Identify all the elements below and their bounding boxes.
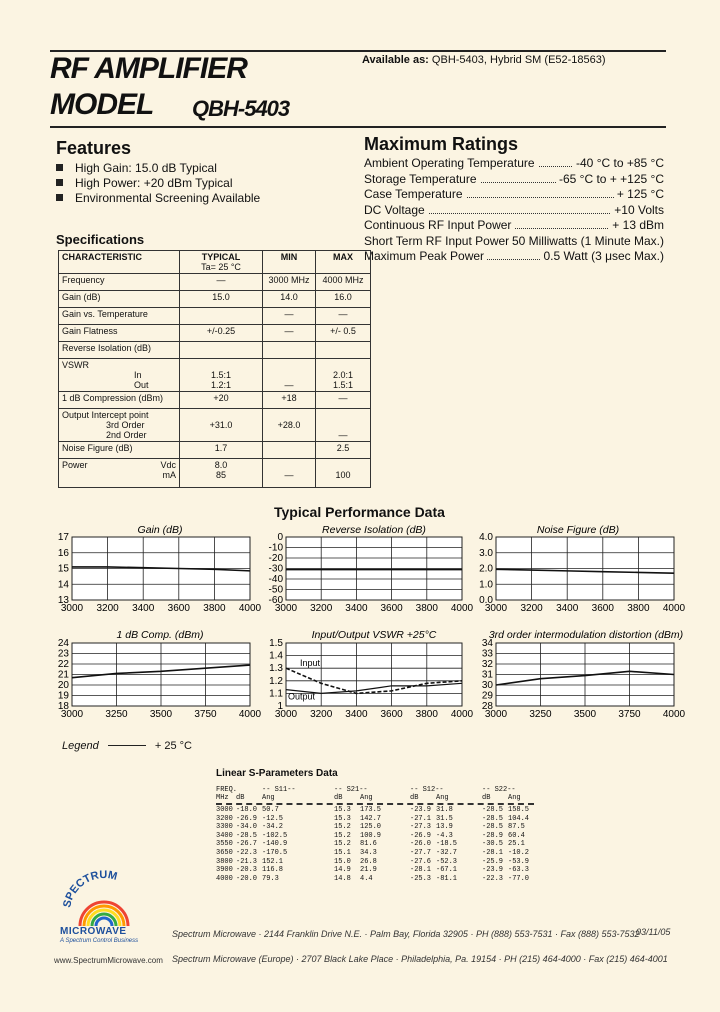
legend-value: + 25 °C <box>154 740 192 752</box>
chart-title: 1 dB Comp. (dBm) <box>116 629 204 641</box>
max-rating-value: +10 Volts <box>611 203 664 217</box>
sparam-cell: -28.1 <box>410 866 432 875</box>
chart-x-tick-label: 3000 <box>484 603 508 614</box>
chart-y-tick-label: -40 <box>268 574 283 585</box>
sparam-cell: 15.0 <box>334 857 351 866</box>
table-row: Gain Flatness +/-0.25 — +/- 0.5 <box>59 325 371 342</box>
chart-y-tick-label: -50 <box>268 584 283 596</box>
chart-x-tick-label: 3800 <box>203 603 226 614</box>
chart-y-tick-label: 21 <box>57 669 69 681</box>
max-rating-value: + 13 dBm <box>609 218 664 232</box>
chart-y-tick-label: 13 <box>57 595 69 606</box>
chart-y-tick-label: 18 <box>57 701 69 712</box>
sparams-heading: Linear S-Parameters Data <box>216 768 338 779</box>
sparam-col-header: -- S21-- <box>334 786 368 794</box>
sparam-cell: -26.9 <box>410 831 432 840</box>
sparam-sub-header: dB <box>236 794 245 802</box>
sparam-cell: 3800 <box>216 857 233 866</box>
chart-y-tick-label: 33 <box>481 648 493 660</box>
max-rating-value: -40 °C to +85 °C <box>573 156 664 170</box>
chart-x-tick-label: 3800 <box>415 709 438 720</box>
chart-y-tick-label: 19 <box>57 690 69 702</box>
chart-y-tick-label: 23 <box>57 648 69 660</box>
sparam-cell: -102.5 <box>262 831 288 840</box>
sparam-cell: 26.8 <box>360 857 377 866</box>
sparam-cell: 87.5 <box>508 823 525 832</box>
sparam-cell: -23.9 <box>410 806 432 814</box>
table-row: Gain vs. Temperature — — <box>59 308 371 325</box>
max-rating-label: DC Voltage <box>364 203 428 217</box>
sparam-cell: 81.6 <box>360 840 377 849</box>
chart-y-tick-label: 31 <box>481 669 493 681</box>
chart-x-tick-label: 3000 <box>60 603 84 614</box>
sparam-sub-header: dB <box>334 794 343 802</box>
sparam-sub-header: dB <box>482 794 491 802</box>
sparam-cell: -77.0 <box>508 874 530 883</box>
sparam-cell: -30.5 <box>482 840 504 849</box>
chart-x-tick-label: 3250 <box>105 709 128 720</box>
max-rating-label: Maximum Peak Power <box>364 249 487 263</box>
sparam-cell: -25.3 <box>410 874 432 883</box>
chart-y-tick-label: 1.4 <box>269 650 283 662</box>
sparam-cell: 15.2 <box>334 831 351 840</box>
table-row: Power Vdc mA 8.0 85 — 100 <box>59 459 371 488</box>
sparam-cell: -27.3 <box>410 823 432 832</box>
chart-y-tick-label: 32 <box>481 659 493 670</box>
logo-spectrum-text: SPECTRUM <box>61 868 119 909</box>
chart-x-tick-label: 4000 <box>662 603 686 614</box>
sparam-cell: 15.2 <box>334 840 351 849</box>
sparam-cell: -18.5 <box>436 840 458 849</box>
chart-y-tick-label: 14 <box>57 579 69 591</box>
sparam-cell: 173.5 <box>360 806 382 814</box>
chart-x-tick-label: 3000 <box>484 709 508 720</box>
sparam-cell: 142.7 <box>360 814 382 823</box>
chart-y-tick-label: 15 <box>57 563 69 575</box>
chart-y-tick-label: 1 <box>277 701 283 712</box>
legend-line-icon <box>108 745 146 746</box>
table-row: Frequency — 3000 MHz 4000 MHz <box>59 274 371 291</box>
feature-text: Environmental Screening Available <box>75 191 261 205</box>
logo-subtitle: A Spectrum Control Business <box>60 938 139 944</box>
sparam-cell: -22.3 <box>482 874 504 883</box>
sparam-cell: 25.1 <box>508 840 525 849</box>
chart-x-tick-label: 4000 <box>238 603 262 614</box>
chart-y-tick-label: 30 <box>481 680 493 691</box>
max-rating-label: Ambient Operating Temperature <box>364 156 538 170</box>
chart-x-tick-label: 3000 <box>274 603 298 614</box>
chart-title: Input/Output VSWR +25°C <box>311 629 437 641</box>
sparam-cell: -12.5 <box>262 814 284 823</box>
logo-microwave: MICROWAVE <box>60 926 127 937</box>
sparam-cell: 14.9 <box>334 866 351 875</box>
sparam-cell: 15.2 <box>334 823 351 832</box>
chart-y-tick-label: -60 <box>268 595 283 606</box>
sparam-cell: -4.3 <box>436 831 453 840</box>
sparam-cell: -27.7 <box>410 849 432 857</box>
sparam-cell: 4.4 <box>360 874 373 883</box>
sparam-cell: 60.4 <box>508 831 525 840</box>
sparam-cell: -81.1 <box>436 874 458 883</box>
chart-x-tick-label: 3400 <box>345 603 368 614</box>
model-number: QBH-5403 <box>192 96 290 121</box>
sparam-cell: 100.9 <box>360 831 382 840</box>
legend <box>62 740 192 752</box>
sparam-sub-header: Ang <box>262 794 275 802</box>
chart-y-tick-label: 16 <box>57 547 69 559</box>
chart-y-tick-label: 34 <box>481 638 493 649</box>
chart-x-tick-label: 3600 <box>591 603 614 614</box>
chart-x-tick-label: 3750 <box>618 709 641 720</box>
max-rating-value: -65 °C to + +125 °C <box>556 172 664 186</box>
chart-series-label: Input <box>300 658 321 669</box>
chart-x-tick-label: 3200 <box>310 603 333 614</box>
footer-website: www.SpectrumMicrowave.com <box>54 956 163 965</box>
sparam-cell: -170.5 <box>262 849 288 857</box>
chart-x-tick-label: 3750 <box>194 709 217 720</box>
table-row: Output Intercept point 3rd Order 2nd Order +31.0 +28.0 — <box>59 409 371 442</box>
sparam-cell: 116.8 <box>262 866 284 875</box>
sparam-cell: -63.3 <box>508 866 530 875</box>
sparam-cell: 3300 <box>216 823 233 832</box>
max-rating-label: Storage Temperature <box>364 172 480 186</box>
chart-y-tick-label: 3.0 <box>479 547 493 559</box>
chart-x-tick-label: 3400 <box>345 709 368 720</box>
chart-y-tick-label: 29 <box>481 690 493 702</box>
header-typical: TYPICAL Ta= 25 °C <box>180 251 263 274</box>
chart-x-tick-label: 4000 <box>238 709 262 720</box>
sparam-cell: -22.3 <box>236 849 258 857</box>
sparam-cell: -28.5 <box>236 831 258 840</box>
sparam-cell: -27.6 <box>410 857 432 866</box>
sparam-cell: 15.3 <box>334 806 351 814</box>
title-line1: RF AMPLIFIER <box>50 52 247 85</box>
sparam-cell: -18.0 <box>236 806 258 814</box>
chart-y-tick-label: -20 <box>268 553 283 564</box>
chart-y-tick-label: -10 <box>268 542 283 554</box>
chart-y-tick-label: 4.0 <box>479 532 493 543</box>
chart-title: Noise Figure (dB) <box>536 524 620 536</box>
sparam-cell: 79.3 <box>262 874 279 883</box>
sparam-rule <box>216 803 534 805</box>
sparam-sub-header: Ang <box>360 794 373 802</box>
sparam-cell: -25.9 <box>482 857 504 866</box>
sparam-sub-header: Ang <box>508 794 521 802</box>
chart-y-tick-label: 0 <box>277 532 283 543</box>
sparam-sub-header: dB <box>410 794 419 802</box>
header-min: MIN <box>263 251 316 274</box>
sparam-cell: 3200 <box>216 814 233 823</box>
chart-x-tick-label: 4000 <box>662 709 686 720</box>
chart-x-tick-label: 3200 <box>520 603 543 614</box>
chart-x-tick-label: 4000 <box>450 603 474 614</box>
sparam-cell: -28.5 <box>482 823 504 832</box>
chart-y-tick-label: 1.3 <box>269 663 283 675</box>
chart-title: Reverse Isolation (dB) <box>322 524 426 536</box>
sparam-cell: 13.9 <box>436 823 453 832</box>
sparam-cell: -27.1 <box>410 814 432 823</box>
chart-y-tick-label: -30 <box>268 563 283 575</box>
sparam-cell: -52.3 <box>436 857 458 866</box>
chart-y-tick-label: 1.5 <box>269 638 283 649</box>
chart-x-tick-label: 3000 <box>274 709 298 720</box>
sparam-cell: -28.9 <box>482 831 504 840</box>
sparam-cell: -26.9 <box>236 814 258 823</box>
chart-x-tick-label: 3400 <box>132 603 155 614</box>
footer-address-us: Spectrum Microwave · 2144 Franklin Drive N.E. · Palm Bay, Florida 32905 · PH (888) 553-7531 · Fax (888) 553-7532 <box>172 929 640 939</box>
footer-date: 03/11/05 <box>636 927 671 937</box>
chart-y-tick-label: 1.1 <box>269 688 283 700</box>
sparam-cell: -10.2 <box>508 849 530 857</box>
specs-heading: Specifications <box>56 232 145 247</box>
sparam-cell: -26.7 <box>236 840 258 849</box>
chart-y-tick-label: 20 <box>57 680 69 691</box>
max-rating-label: Case Temperature <box>364 187 466 201</box>
chart-y-tick-label: 22 <box>57 659 69 670</box>
header-max: MAX <box>316 251 371 274</box>
sparam-cell: 21.9 <box>360 866 377 875</box>
sparam-cell: 104.4 <box>508 814 530 823</box>
feature-text: High Power: +20 dBm Typical <box>75 176 233 190</box>
chart-y-tick-label: 1.0 <box>479 579 493 591</box>
footer-address-europe: Spectrum Microwave (Europe) · 2707 Black Lake Place · Philadelphia, Pa. 19154 · PH (215) 464-4000 · Fax (215) 464-4001 <box>172 954 668 964</box>
sparam-cell: 15.3 <box>334 814 351 823</box>
sparam-cell: -28.1 <box>482 849 504 857</box>
sparam-cell: 3900 <box>216 866 233 875</box>
chart-y-tick-label: 0.0 <box>479 595 493 606</box>
chart-y-tick-label: 1.2 <box>269 675 283 687</box>
table-row: Noise Figure (dB) 1.7 2.5 <box>59 442 371 459</box>
sparam-cell: -53.9 <box>508 857 530 866</box>
sparam-cell: -21.3 <box>236 857 258 866</box>
chart-x-tick-label: 3200 <box>96 603 119 614</box>
sparam-cell: -140.9 <box>262 840 288 849</box>
sparam-cell: 31.5 <box>436 814 453 823</box>
sparam-cell: -28.5 <box>482 806 504 814</box>
sparam-cell: -34.2 <box>262 823 284 832</box>
sparam-cell: 125.0 <box>360 823 382 832</box>
feature-text: High Gain: 15.0 dB Typical <box>75 161 217 175</box>
sparam-sub-header: MHz <box>216 794 229 802</box>
sparam-cell: 158.5 <box>508 806 530 814</box>
table-row: Gain (dB) 15.0 14.0 16.0 <box>59 291 371 308</box>
sparam-col-header: -- S12-- <box>410 786 444 794</box>
sparam-sub-header: Ang <box>436 794 449 802</box>
max-rating-value: 50 Milliwatts (1 Minute Max.) <box>509 234 664 248</box>
chart-y-tick-label: 2.0 <box>479 563 493 575</box>
chart-series-label: Output <box>288 691 316 702</box>
chart-title: Gain (dB) <box>137 524 183 536</box>
max-rating-value: 0.5 Watt (3 μsec Max.) <box>541 249 665 263</box>
sparam-cell: -23.9 <box>482 866 504 875</box>
chart-x-tick-label: 3600 <box>380 709 403 720</box>
sparam-cell: -26.0 <box>410 840 432 849</box>
sparam-cell: 34.3 <box>360 849 377 857</box>
sparam-cell: -67.1 <box>436 866 458 875</box>
chart-x-tick-label: 3200 <box>310 709 333 720</box>
table-row: 1 dB Compression (dBm) +20 +18 — <box>59 392 371 409</box>
sparam-col-header: -- S22-- <box>482 786 516 794</box>
sparam-cell: 3650 <box>216 849 233 857</box>
sparam-cell: 4000 <box>216 874 233 883</box>
chart-x-tick-label: 3600 <box>167 603 190 614</box>
availability-label: Available as: <box>362 54 429 66</box>
sparam-cell: -28.5 <box>482 814 504 823</box>
chart-title: 3rd order intermodulation distortion (dBm) <box>488 629 684 641</box>
sparam-cell: 3000 <box>216 806 233 814</box>
sparam-cell: 31.8 <box>436 806 453 814</box>
max-rating-value: + 125 °C <box>614 187 664 201</box>
table-row: VSWR In Out 1.5:1 1.2:1 — 2.0:1 1.5:1 <box>59 359 371 392</box>
chart-x-tick-label: 3500 <box>573 709 597 720</box>
sparam-cell: 50.7 <box>262 806 279 814</box>
chart-y-tick-label: 28 <box>481 701 493 712</box>
sparam-cell: 3400 <box>216 831 233 840</box>
availability-value: QBH-5403, Hybrid SM (E52-18563) <box>431 54 606 66</box>
chart-x-tick-label: 3800 <box>415 603 438 614</box>
max-rating-label: Short Term RF Input Power <box>364 234 512 248</box>
sparam-cell: -34.0 <box>236 823 258 832</box>
sparam-cell: 3550 <box>216 840 233 849</box>
chart-x-tick-label: 3000 <box>60 709 84 720</box>
sparam-col-header: FREQ. <box>216 786 238 794</box>
chart-x-tick-label: 3400 <box>556 603 579 614</box>
legend-label: Legend <box>62 740 99 752</box>
chart-y-tick-label: 17 <box>57 532 69 543</box>
sparam-cell: -20.0 <box>236 874 258 883</box>
max-ratings-heading: Maximum Ratings <box>364 134 519 154</box>
header-characteristic: CHARACTERISTIC <box>59 251 180 274</box>
sparam-col-header: -- S11-- <box>262 786 296 794</box>
chart-x-tick-label: 3800 <box>627 603 650 614</box>
sparam-cell: 14.8 <box>334 874 351 883</box>
chart-x-tick-label: 4000 <box>450 709 474 720</box>
chart-x-tick-label: 3500 <box>149 709 173 720</box>
chart-x-tick-label: 3600 <box>380 603 403 614</box>
chart-x-tick-label: 3250 <box>529 709 552 720</box>
max-rating-label: Continuous RF Input Power <box>364 218 514 232</box>
features-heading: Features <box>56 138 132 158</box>
sparam-cell: -20.3 <box>236 866 258 875</box>
title-line2: MODEL <box>50 88 154 121</box>
performance-heading: Typical Performance Data <box>274 504 445 520</box>
chart-y-tick-label: 24 <box>57 638 69 649</box>
sparam-cell: 15.1 <box>334 849 351 857</box>
sparam-cell: 152.1 <box>262 857 284 866</box>
table-row: Reverse Isolation (dB) <box>59 342 371 359</box>
sparam-cell: -32.7 <box>436 849 458 857</box>
